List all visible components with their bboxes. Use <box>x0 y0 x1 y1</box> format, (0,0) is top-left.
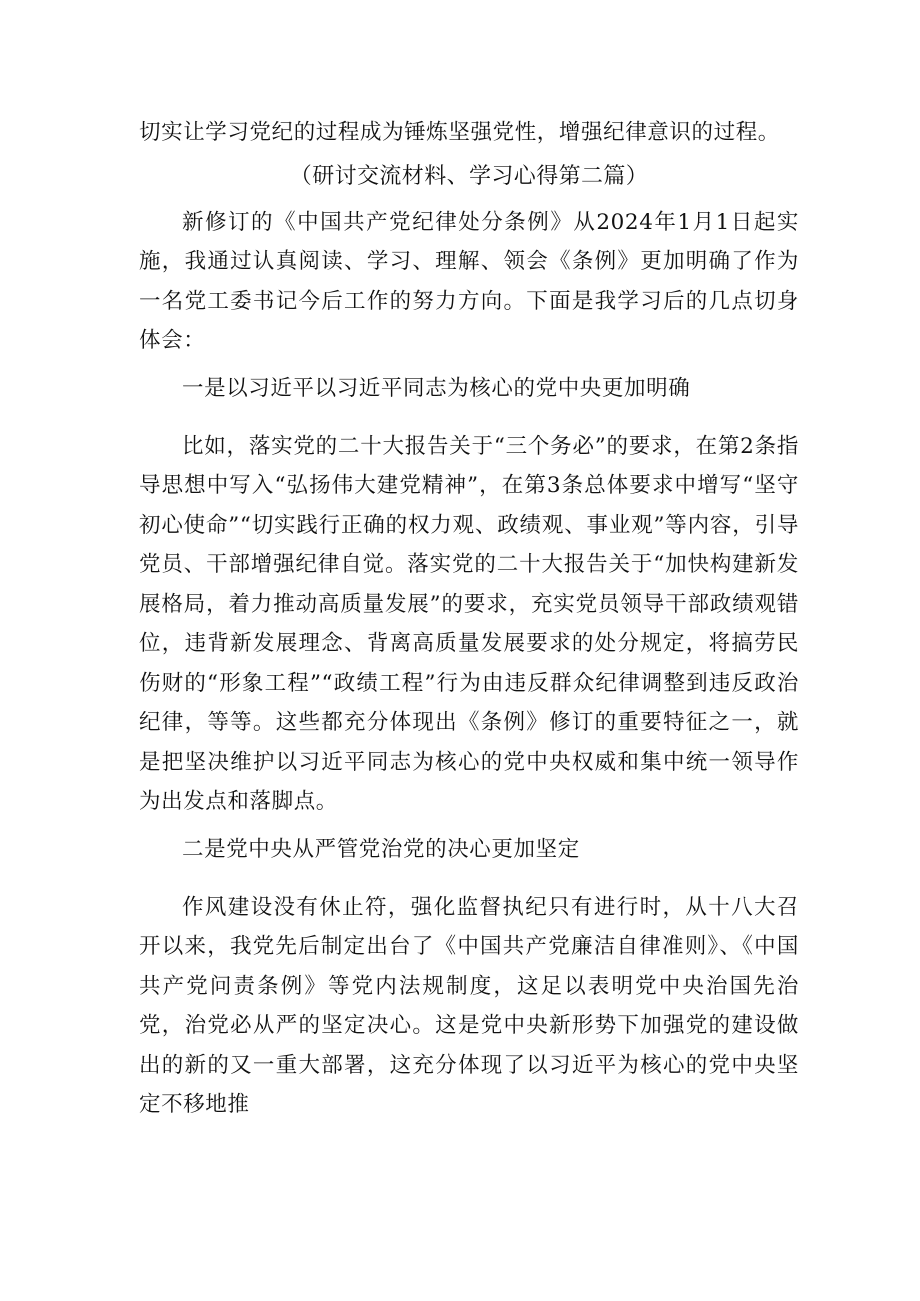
paragraph-continuation: 切实让学习党纪的过程成为锤炼坚强党性，增强纪律意识的过程。 <box>139 120 780 145</box>
point-heading-two: 二是党中央从严管党治党的决心更加坚定 <box>182 836 580 862</box>
paragraph-point-one: 比如，落实党的二十大报告关于“三个务必”的要求，在第2条指导思想中写入“弘扬伟大建党精神”，在第3条总体要求中增写“坚守初心使命”“切实践行正确的权力观、政绩观、事业观”等内容，引导党员、干部增强纪律自觉。落实党的二十大报告关于“加快构建新发展格局，着力推动高质量发展”的要求，充实党员领导干部政绩观错位，违背新发展理念、背离高质量发展要求的处分规定，将搞劳民伤财的“形象工程”“政绩工程”行为由违反群众纪律调整到违反政治纪律，等等。这些都充分体现出《条例》修订的重要特征之一，就是把坚决维护以习近平同志为核心的党中央权威和集中统一领导作为出发点和落脚点。 <box>139 433 799 814</box>
document-body <box>139 113 799 1125</box>
paragraph-intro: 新修订的《中国共产党纪律处分条例》从2024年1月1日起实施，我通过认真阅读、学习、理解、领会《条例》更加明确了作为一名党工委书记今后工作的努力方向。下面是我学习后的几点切身体会： <box>139 209 799 353</box>
paragraph-point-two: 作风建设没有休止符，强化监督执纪只有进行时，从十八大召开以来，我党先后制定出台了《中国共产党廉洁自律准则》、《中国共产党问责条例》等党内法规制度，这足以表明党中央治国先治党，治党必从严的坚定决心。这是党中央新形势下加强党的建设做出的新的又一重大部署，这充分体现了以习近平为核心的党中央坚定不移地推 <box>139 894 799 1117</box>
point-heading-one: 一是以习近平以习近平同志为核心的党中央更加明确 <box>182 375 691 401</box>
section-title: （研讨交流材料、学习心得第二篇） <box>289 163 649 189</box>
